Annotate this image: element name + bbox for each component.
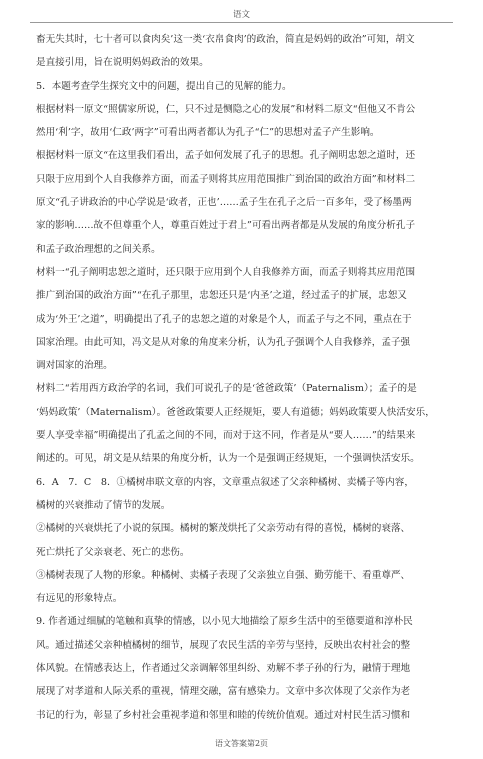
text-line: 家的影响……故不但尊重个人，尊重百姓过于君上”可看出两者都是从发展的角度分析孔子 xyxy=(36,220,416,232)
page-header-title: 语文 xyxy=(232,10,250,20)
text-line: 有远见的形象特点。 xyxy=(36,593,123,605)
text-line: 展现了对孝道和人际关系的重视，情理交融，富有感染力。文章中多次体现了父亲作为老 xyxy=(36,686,411,698)
text-line: 和孟子政治理想的之间关系。 xyxy=(36,243,161,255)
text-line: 根据材料一原文“在这里我们看出，孟子如何发展了孔子的思想。孔子阐明忠恕之道时，还 xyxy=(36,150,416,162)
text-line: ②橘树的兴衰烘托了小说的氛围。橘树的繁茂烘托了父亲劳动有得的喜悦，橘树的衰落、 xyxy=(36,523,411,535)
text-line: 推广到治国的政治方面”“在孔子那里，忠恕还只是‘内圣’之道，经过孟子的扩展，忠恕又 xyxy=(36,290,407,302)
text-line: 原文“孔子讲政治的中心学说是‘政者，正也’……孟子生在孔子之后一百多年，受了杨墨两 xyxy=(36,197,412,209)
text-line: 材料二“若用西方政治学的名词，我们可说孔子的是‘爸爸政策’（Paternalism）；孟子的是 xyxy=(36,383,417,395)
answer-body xyxy=(36,28,450,727)
text-line: 只限于应用到个人自我修养方面，而孟子则将其应用范围推广到治国的政治方面”和材料二 xyxy=(36,173,416,185)
text-line: 死亡烘托了父亲衰老、死亡的悲伤。 xyxy=(36,546,190,558)
text-line: 橘树的兴衰推动了情节的发展。 xyxy=(36,499,171,511)
text-line: 是直接引用，旨在说明妈妈政治的效果。 xyxy=(36,57,209,69)
page-footer: 语文答案第2页 xyxy=(214,739,269,748)
header-divider xyxy=(30,22,453,23)
text-line: 要人享受幸福”明确提出了孔孟之间的不同，而对于这不同，作者是从“要人……”的结果来 xyxy=(36,430,416,442)
text-line: 畜无失其时，七十者可以食肉矣’这一类‘衣帛食肉’的政治，简直是妈妈的政治”可知，胡文 xyxy=(36,34,415,45)
text-line: 然用‘利’字，故用‘仁政’两字”可看出两者都认为孔子“仁”的思想对孟子产生影响。 xyxy=(36,127,380,139)
text-line: 体风貌。在情感表达上，作者通过父亲调解邻里纠纷、劝解不孝子孙的行为，融情于理地 xyxy=(36,663,411,675)
text-line: 5．本题考查学生探究文中的问题，提出自己的见解的能力。 xyxy=(36,80,292,92)
text-line: 调对国家的治理。 xyxy=(36,360,113,372)
text-line: ③橘树表现了人物的形象。种橘树、卖橘子表现了父亲独立自强、勤劳能干、看重尊严、 xyxy=(36,569,411,581)
text-line: ‘妈妈政策’（Maternalism）。爸爸政策要人正经规矩，要人有道德；妈妈政策要人快活安乐， xyxy=(36,406,435,418)
text-line: 书记的行为，彰显了乡村社会重视孝道和邻里和睦的传统价值观。通过对村民生活习惯和 xyxy=(36,709,411,721)
text-line: 6．A 7．C 8．①橘树串联文章的内容，文章重点叙述了父亲种橘树、卖橘子等内容， xyxy=(36,476,414,488)
text-line: 根据材料一原文“照儒家所说，仁，只不过是恻隐之心的发展”和材料二原文“但他又不肯公 xyxy=(36,103,416,115)
text-line: 材料一“孔子阐明忠恕之道时，还只限于应用到个人自我修养方面，而孟子则将其应用范围 xyxy=(36,266,416,278)
text-line: 国家治理。由此可知，冯文是从对象的角度来分析，认为孔子强调个人自我修养，孟子强 xyxy=(36,336,411,348)
text-line: 成为‘外王’之道”，明确提出了孔子的忠恕之道的对象是个人，而孟子与之不同，重点在于 xyxy=(36,313,412,325)
text-line: 阐述的。可见，胡文是从结果的角度分析，认为一个是强调正经规矩，一个强调快活安乐。 xyxy=(36,453,420,465)
text-line: 风。通过描述父亲种植橘树的细节，展现了农民生活的辛劳与坚持，反映出农村社会的整 xyxy=(36,639,411,651)
text-line: 9. 作者通过细腻的笔触和真挚的情感，以小见大地描绘了原乡生活中的至德要道和淳朴民 xyxy=(36,616,413,628)
